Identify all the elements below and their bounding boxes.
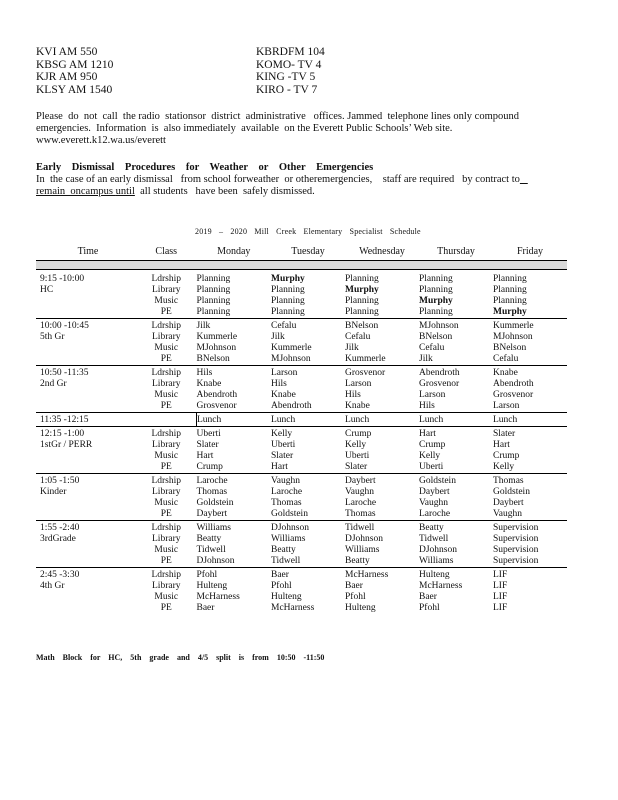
day-cell: Uberti — [419, 462, 444, 472]
day-cell: Slater — [493, 427, 567, 441]
column-header: Monday — [197, 246, 272, 261]
day-cell: Lunch — [493, 413, 567, 427]
class-cell: Library — [152, 487, 181, 497]
dismissal-underlined-text: remain oncampus — [36, 186, 116, 197]
day-cell: Knabe — [271, 390, 296, 400]
day-cell: LIF — [493, 592, 508, 602]
day-cell: Planning — [196, 307, 231, 317]
day-cell: Daybert — [345, 474, 419, 488]
class-cell: Music — [154, 498, 179, 508]
class-cell: Library — [152, 332, 181, 342]
day-cell: Baer — [419, 592, 437, 602]
day-cell: Beatty — [271, 545, 296, 555]
day-cell: DJohnson — [419, 545, 458, 555]
time-cell: 2:45 -3:30 — [36, 568, 136, 582]
time-cell: HC — [40, 285, 54, 295]
day-cell: Murphy — [271, 270, 345, 286]
class-cell: Ldrship — [136, 270, 197, 286]
day-cell: Larson — [493, 401, 520, 411]
class-cell: PE — [160, 307, 172, 317]
day-cell: Larson — [345, 379, 372, 389]
station-entry: KBSG AM 1210 — [36, 58, 114, 71]
table-row — [36, 354, 567, 366]
class-cell: Library — [152, 440, 181, 450]
day-cell: Tidwell — [419, 534, 449, 544]
day-cell: Vaughn — [493, 509, 523, 519]
day-cell: LIF — [493, 581, 508, 591]
class-cell: Music — [154, 545, 179, 555]
column-header: Thursday — [419, 246, 493, 261]
day-cell: Planning — [196, 296, 231, 306]
class-cell: Ldrship — [136, 427, 197, 441]
table-row — [36, 603, 567, 614]
day-cell: Tidwell — [271, 556, 301, 566]
column-header: Class — [136, 246, 197, 261]
day-cell: McHarness — [196, 592, 240, 602]
class-cell: PE — [160, 603, 172, 613]
website-link[interactable]: www.everett.k12.wa.us/everett — [36, 135, 166, 146]
notice-line: emergencies. Information is also immediately available on the Everett Public Schools’ Web site. — [36, 123, 453, 134]
table-row — [36, 509, 567, 521]
time-cell — [36, 354, 136, 366]
table-row — [36, 379, 567, 390]
day-cell: Hils — [271, 379, 287, 389]
day-cell: Hart — [196, 451, 214, 461]
day-cell: Jilk — [345, 343, 359, 353]
day-cell: Grosvenor — [196, 401, 237, 411]
day-cell: Kelly — [345, 440, 367, 450]
class-cell: Music — [154, 592, 179, 602]
day-cell: Lunch — [345, 413, 419, 427]
time-cell — [36, 592, 136, 603]
time-cell — [36, 296, 136, 307]
day-cell: Cefalu — [345, 332, 371, 342]
table-row — [36, 592, 567, 603]
table-row — [36, 451, 567, 462]
table-row — [36, 545, 567, 556]
day-cell: Lunch — [419, 413, 493, 427]
day-cell: Planning — [493, 285, 527, 295]
column-header: Tuesday — [271, 246, 345, 261]
day-cell: Planning — [419, 270, 493, 286]
class-cell: PE — [160, 354, 172, 364]
day-cell: Supervision — [493, 521, 567, 535]
day-cell: Murphy — [493, 307, 527, 317]
day-cell: Kelly — [271, 427, 345, 441]
time-cell — [36, 545, 136, 556]
day-cell: Goldstein — [493, 487, 530, 497]
day-cell: BNelson — [419, 332, 453, 342]
lunch-row — [36, 413, 567, 427]
table-row — [36, 568, 567, 582]
day-cell: Abendroth — [196, 390, 238, 400]
day-cell: Planning — [271, 296, 305, 306]
day-cell: Daybert — [419, 487, 450, 497]
day-cell: Abendroth — [419, 366, 493, 380]
time-cell: 2nd Gr — [40, 379, 67, 389]
day-cell: Pfohl — [271, 581, 292, 591]
class-cell: Music — [154, 451, 179, 461]
time-cell: 12:15 -1:00 — [36, 427, 136, 441]
class-cell: PE — [160, 401, 172, 411]
day-cell: Planning — [419, 285, 453, 295]
day-cell: Planning — [493, 270, 567, 286]
day-cell: Vaughn — [419, 498, 449, 508]
time-cell: 3rdGrade — [40, 534, 76, 544]
table-row — [36, 521, 567, 535]
day-cell: Uberti — [271, 440, 296, 450]
day-cell: MJohnson — [419, 319, 493, 333]
table-row — [36, 296, 567, 307]
day-cell: Williams — [345, 545, 380, 555]
day-cell: Kummerle — [345, 354, 386, 364]
day-cell: Beatty — [196, 534, 222, 544]
day-cell: Pfohl — [345, 592, 366, 602]
table-row — [36, 366, 567, 380]
day-cell: Crump — [493, 451, 520, 461]
station-entry: KJR AM 950 — [36, 71, 98, 83]
day-cell: Goldstein — [271, 509, 308, 519]
time-cell — [36, 556, 136, 568]
day-cell: Kummerle — [271, 343, 312, 353]
day-cell: Supervision — [493, 545, 539, 555]
spacer-cell — [36, 261, 567, 270]
table-row — [36, 343, 567, 354]
day-cell: Knabe — [196, 379, 222, 389]
day-cell: Tidwell — [345, 521, 419, 535]
day-cell: Grosvenor — [345, 366, 419, 380]
day-cell: Kelly — [493, 462, 515, 472]
column-header: Friday — [493, 246, 567, 261]
time-cell: 1:55 -2:40 — [36, 521, 136, 535]
day-cell: Hils — [197, 366, 272, 380]
day-cell: Planning — [345, 270, 419, 286]
dismissal-text: In the case of an early dismissal from school forweather or otheremergencies, staff are required by contract to — [36, 174, 520, 185]
table-row — [36, 487, 567, 498]
schedule-table — [36, 246, 567, 614]
class-cell: Ldrship — [136, 568, 197, 582]
day-cell: Hulteng — [345, 603, 376, 613]
time-cell — [36, 401, 136, 413]
table-row — [36, 556, 567, 568]
time-cell: 9:15 -10:00 — [36, 270, 136, 286]
day-cell: Crump — [419, 440, 446, 450]
day-cell: Planning — [196, 285, 231, 295]
day-cell: DJohnson — [345, 534, 384, 544]
table-row — [36, 285, 567, 296]
time-cell: 10:00 -10:45 — [36, 319, 136, 333]
day-cell: Pfohl — [419, 603, 440, 613]
day-cell: Hils — [419, 401, 435, 411]
day-cell: Abendroth — [271, 401, 312, 411]
dismissal-line — [36, 174, 606, 186]
day-cell: Kelly — [419, 451, 441, 461]
dismissal-underlined-text: until — [115, 186, 135, 197]
table-row — [36, 498, 567, 509]
day-cell: Slater — [271, 451, 294, 461]
day-cell: Vaughn — [271, 474, 345, 488]
class-cell: Ldrship — [136, 521, 197, 535]
day-cell: Hulteng — [196, 581, 228, 591]
station-entry: KIRO - TV 7 — [256, 83, 318, 96]
station-entry: KOMO- TV 4 — [256, 58, 322, 71]
day-cell: Planning — [419, 307, 453, 317]
class-cell: Music — [154, 343, 179, 353]
day-cell: LIF — [493, 603, 508, 613]
schedule-body — [36, 270, 567, 615]
dismissal-line — [36, 186, 606, 198]
day-cell: McHarness — [345, 568, 419, 582]
day-cell: Vaughn — [345, 487, 375, 497]
table-row — [36, 427, 567, 441]
schedule-header-row — [36, 246, 567, 261]
day-cell: Beatty — [419, 521, 493, 535]
class-cell: PE — [160, 462, 172, 472]
day-cell: Laroche — [271, 487, 303, 497]
table-row — [36, 534, 567, 545]
day-cell: Lunch — [271, 413, 345, 427]
day-cell: Williams — [419, 556, 454, 566]
day-cell: BNelson — [493, 343, 527, 353]
day-cell: Grosvenor — [493, 390, 534, 400]
class-cell: Ldrship — [136, 366, 197, 380]
time-cell — [36, 509, 136, 521]
day-cell: BNelson — [345, 319, 419, 333]
table-row — [36, 440, 567, 451]
day-cell: Williams — [197, 521, 272, 535]
class-cell: PE — [160, 509, 172, 519]
table-row — [36, 332, 567, 343]
time-cell — [36, 462, 136, 474]
dismissal-section — [36, 162, 606, 198]
table-row — [36, 319, 567, 333]
day-cell: DJohnson — [196, 556, 235, 566]
time-cell: 1stGr / PERR — [40, 440, 93, 450]
table-row — [36, 270, 567, 286]
day-cell: Cefalu — [419, 343, 445, 353]
day-cell: BNelson — [196, 354, 230, 364]
day-cell: McHarness — [271, 603, 315, 613]
day-cell: Daybert — [196, 509, 228, 519]
day-cell: Tidwell — [196, 545, 226, 555]
day-cell: MJohnson — [493, 332, 533, 342]
day-cell: Thomas — [345, 509, 376, 519]
day-cell: Planning — [197, 270, 272, 286]
day-cell: DJohnson — [271, 521, 345, 535]
class-cell: Library — [152, 534, 181, 544]
day-cell: Hart — [419, 427, 493, 441]
station-entry: KLSY AM 1540 — [36, 83, 113, 96]
day-cell: Baer — [345, 581, 363, 591]
time-cell — [36, 390, 136, 401]
class-cell: Ldrship — [136, 319, 197, 333]
class-cell: Ldrship — [136, 474, 197, 488]
notice-paragraph — [36, 111, 596, 147]
table-row — [36, 462, 567, 474]
day-cell: Thomas — [493, 474, 567, 488]
day-cell: Planning — [345, 307, 379, 317]
schedule-title: 2019 – 2020 Mill Creek Elementary Specialist Schedule — [195, 227, 421, 236]
day-cell: Planning — [271, 307, 305, 317]
day-cell: Kummerle — [196, 332, 238, 342]
day-cell: Slater — [345, 462, 368, 472]
day-cell: Laroche — [197, 474, 272, 488]
day-cell: Planning — [493, 296, 527, 306]
stations-left-column — [36, 46, 113, 96]
day-cell: Cefalu — [493, 354, 519, 364]
day-cell: Baer — [196, 603, 215, 613]
table-row — [36, 581, 567, 592]
dismissal-heading: Early Dismissal Procedures for Weather or Other Emergencies — [36, 162, 374, 173]
day-cell: Hart — [493, 440, 510, 450]
station-entry: KVI AM 550 — [36, 46, 98, 58]
day-cell: Murphy — [345, 285, 379, 295]
day-cell: Uberti — [197, 427, 272, 441]
table-row — [36, 307, 567, 319]
class-cell: Library — [152, 285, 181, 295]
day-cell: Thomas — [271, 498, 302, 508]
day-cell: Goldstein — [419, 474, 493, 488]
notice-line: Please do not call the radio stationsor district administrative offices. Jammed telephone lines only compound — [36, 111, 519, 122]
day-cell: McHarness — [419, 581, 463, 591]
table-row — [36, 390, 567, 401]
class-cell: Music — [154, 296, 179, 306]
day-cell: Larson — [271, 366, 345, 380]
class-cell: Library — [152, 379, 181, 389]
time-cell: 11:35 -12:15 — [36, 413, 136, 427]
day-cell: Jilk — [271, 332, 285, 342]
day-cell: Planning — [345, 296, 379, 306]
day-cell: Lunch — [197, 413, 272, 427]
day-cell: Laroche — [345, 498, 377, 508]
day-cell: Pfohl — [197, 568, 272, 582]
day-cell: Kummerle — [493, 319, 567, 333]
column-header: Wednesday — [345, 246, 419, 261]
day-cell: Beatty — [345, 556, 370, 566]
stations-right-column — [256, 46, 325, 96]
day-cell: Larson — [419, 390, 446, 400]
day-cell: Goldstein — [196, 498, 234, 508]
time-cell: 4th Gr — [40, 581, 65, 591]
day-cell: Jilk — [197, 319, 272, 333]
day-cell: MJohnson — [271, 354, 311, 364]
time-cell: 1:05 -1:50 — [36, 474, 136, 488]
day-cell: Supervision — [493, 556, 539, 566]
day-cell: Hulteng — [271, 592, 302, 602]
day-cell: Supervision — [493, 534, 539, 544]
station-entry: KBRDFM 104 — [256, 46, 325, 58]
day-cell: Murphy — [419, 296, 453, 306]
day-cell: Grosvenor — [419, 379, 460, 389]
class-cell — [136, 413, 197, 427]
dismissal-text: all students have been safely dismissed. — [134, 186, 315, 197]
class-cell: Music — [154, 390, 179, 400]
day-cell: Williams — [271, 534, 306, 544]
day-cell: Cefalu — [271, 319, 345, 333]
time-cell: Kinder — [40, 487, 67, 497]
day-cell: Knabe — [493, 366, 567, 380]
day-cell: Crump — [196, 462, 223, 472]
day-cell: MJohnson — [196, 343, 237, 353]
time-cell — [36, 343, 136, 354]
schedule-footnote: Math Block for HC, 5th grade and 4/5 split is from 10:50 -11:50 — [36, 653, 325, 662]
column-header: Time — [36, 246, 136, 261]
day-cell: Hulteng — [419, 568, 493, 582]
station-entry: KING -TV 5 — [256, 71, 316, 83]
day-cell: Laroche — [419, 509, 451, 519]
day-cell: LIF — [493, 568, 567, 582]
day-cell: Uberti — [345, 451, 370, 461]
day-cell: Baer — [271, 568, 345, 582]
day-cell: Jilk — [419, 354, 433, 364]
day-cell: Hils — [345, 390, 361, 400]
day-cell: Slater — [196, 440, 219, 450]
class-cell: Library — [152, 581, 181, 591]
schedule-spacer-row — [36, 261, 567, 270]
time-cell: 10:50 -11:35 — [36, 366, 136, 380]
day-cell: Thomas — [196, 487, 228, 497]
time-cell — [36, 307, 136, 319]
day-cell: Crump — [345, 427, 419, 441]
day-cell: Abendroth — [493, 379, 534, 389]
day-cell: Hart — [271, 462, 288, 472]
day-cell: Planning — [271, 285, 305, 295]
time-cell — [36, 603, 136, 614]
day-cell: Daybert — [493, 498, 524, 508]
time-cell — [36, 451, 136, 462]
table-row — [36, 474, 567, 488]
class-cell: PE — [160, 556, 172, 566]
time-cell: 5th Gr — [40, 332, 65, 342]
time-cell — [36, 498, 136, 509]
day-cell: Knabe — [345, 401, 370, 411]
table-row — [36, 401, 567, 413]
dismissal-underline-blank — [520, 174, 528, 185]
